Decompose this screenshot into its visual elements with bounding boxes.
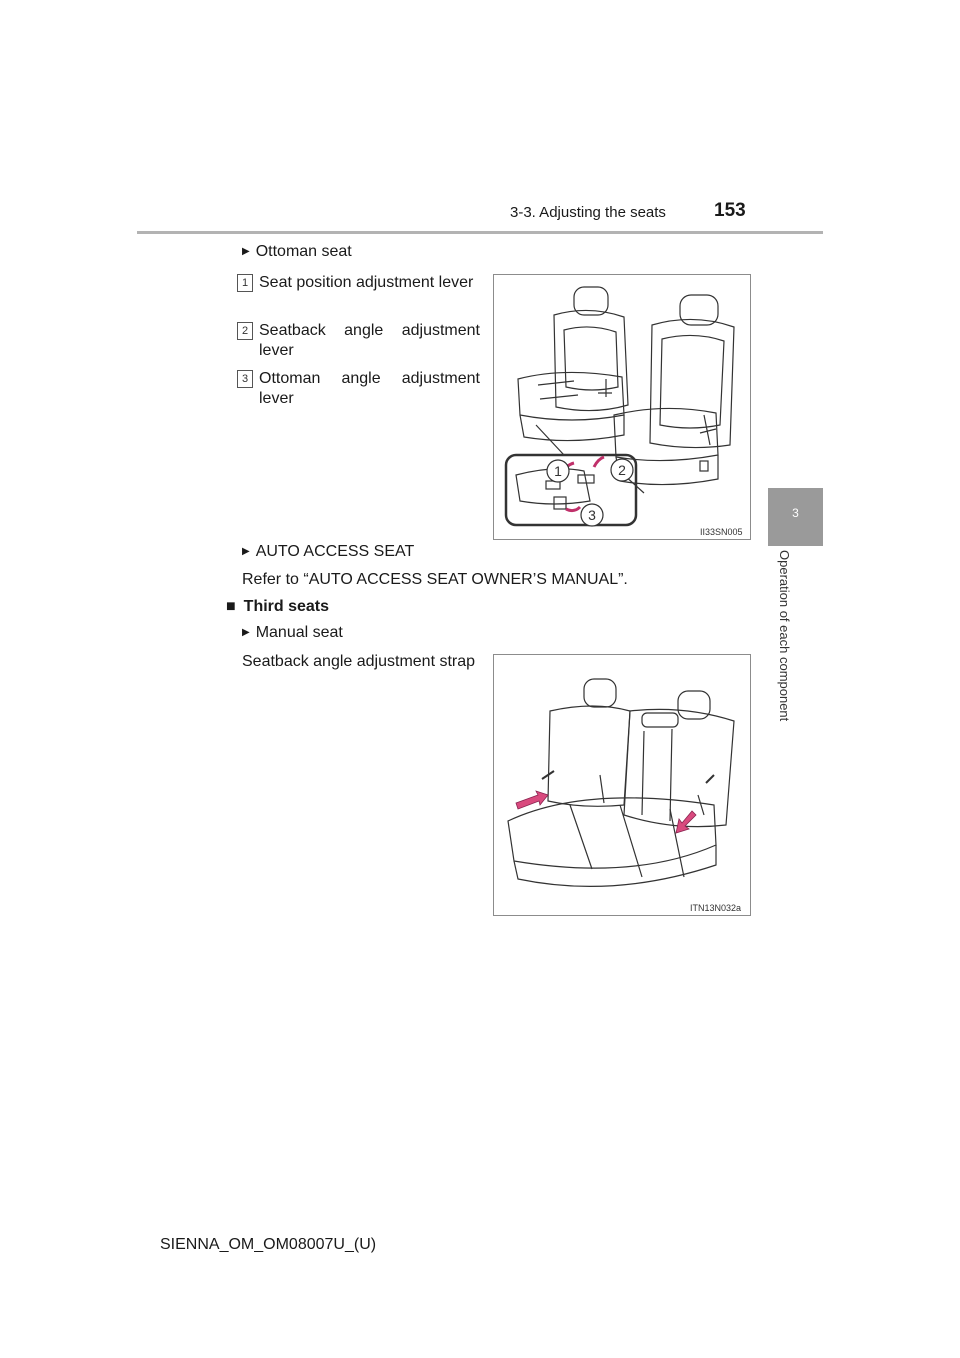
right-headrest (680, 295, 718, 325)
callout-3: 3 (588, 507, 596, 523)
seat-cushion (508, 798, 716, 868)
auto-access-heading (242, 542, 414, 564)
ottoman-heading (242, 242, 352, 264)
item-text-3: Ottoman angle adjustment lever (259, 370, 480, 407)
item-number-3: 3 (237, 370, 253, 388)
third-seats-heading-text: Third seats (243, 598, 330, 615)
arrow-3 (566, 507, 580, 511)
callout-1: 1 (554, 463, 562, 479)
item-text-2: Seatback angle adjustment lever (259, 322, 480, 359)
manual-seat-heading-text: Manual seat (255, 624, 343, 641)
seatback-left (548, 706, 630, 806)
right-cushion (614, 408, 718, 460)
third-seats-heading (226, 597, 329, 617)
chapter-label: Operation of each component (777, 550, 792, 722)
auto-access-heading-text: AUTO ACCESS SEAT (255, 543, 415, 560)
item-number-2: 2 (237, 322, 253, 340)
arrow-2 (594, 457, 604, 467)
header-rule (137, 231, 823, 234)
item-text-1: Seat position adjustment lever (259, 274, 474, 291)
seatback-right (624, 709, 734, 826)
strap-arrow-left (516, 791, 548, 809)
ottoman-seat-illustration (494, 275, 750, 539)
third-seat-illustration (494, 655, 750, 915)
strap-arrow-right (676, 811, 696, 833)
ottoman-seat-figure (493, 274, 751, 540)
ottoman-heading-text: Ottoman seat (255, 243, 352, 260)
chapter-number: 3 (792, 506, 799, 520)
manual-seat-heading (242, 623, 343, 645)
strap-text: Seatback angle adjustment strap (242, 653, 476, 670)
item-number-1: 1 (237, 274, 253, 292)
headrest-right (678, 691, 710, 719)
page-number: 153 (714, 200, 746, 221)
callout-2: 2 (618, 462, 626, 478)
figure-code-2: ITN13N032a (690, 903, 742, 913)
section-title: 3-3. Adjusting the seats (510, 204, 666, 221)
third-seat-figure (493, 654, 751, 916)
figure-code-1: II33SN005 (700, 527, 743, 537)
footer-code: SIENNA_OM_OM08007U_(U) (160, 1236, 377, 1253)
headrest-left (584, 679, 616, 707)
auto-access-text: Refer to “AUTO ACCESS SEAT OWNER’S MANUAL”. (242, 571, 628, 588)
